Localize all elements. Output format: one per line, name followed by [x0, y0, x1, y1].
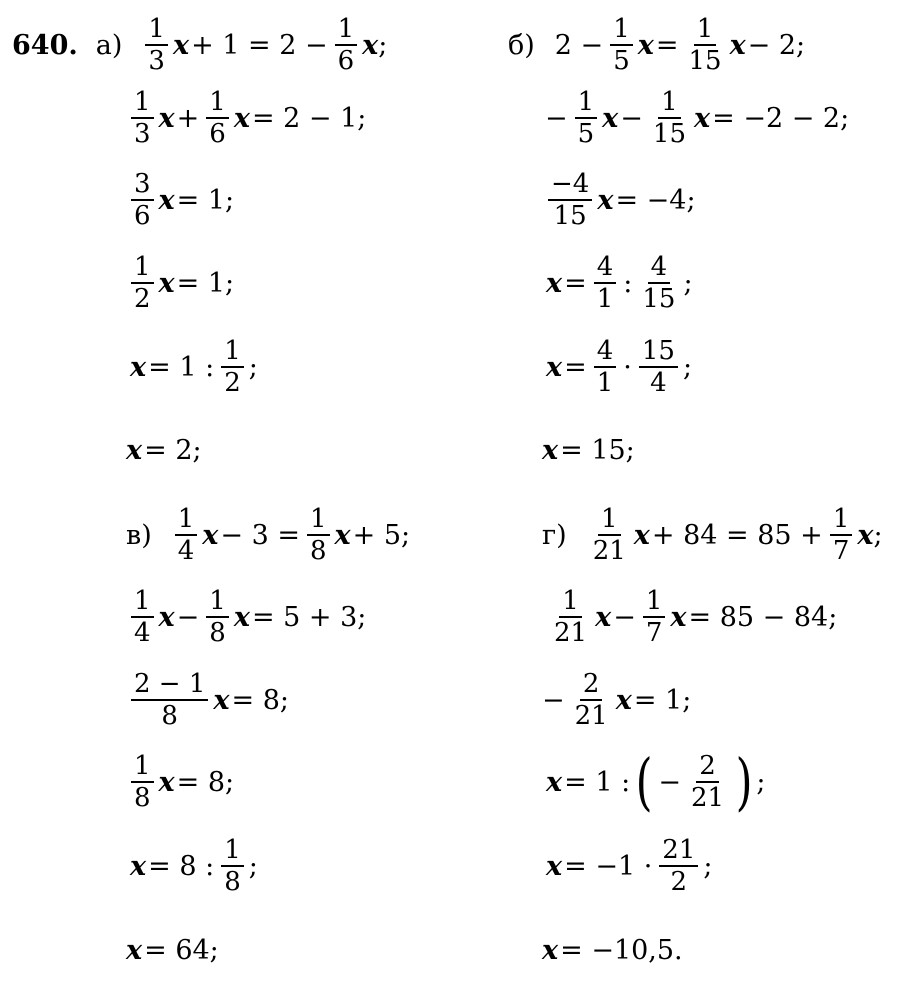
- part-v-line-3: [126, 670, 291, 730]
- fraction: [688, 753, 727, 811]
- math-text: 6: [209, 119, 226, 149]
- part-b-line-3: [543, 170, 698, 230]
- fraction: [221, 338, 244, 396]
- part-g-line-4: [546, 745, 766, 818]
- variable-x: x: [542, 934, 559, 966]
- math-text: 15: [688, 46, 722, 76]
- part-b-line-2: [543, 88, 851, 148]
- part-a-line-3: [126, 170, 236, 230]
- math-text: − 2;: [747, 29, 806, 61]
- math-text: 2: [580, 671, 603, 701]
- math-text: 4: [594, 254, 617, 284]
- variable-x: x: [615, 684, 632, 716]
- math-text: −4: [548, 171, 592, 201]
- math-text: 4: [594, 338, 617, 368]
- math-text: 1: [694, 16, 717, 46]
- part-b-line-5: [546, 337, 692, 397]
- variable-x: x: [233, 102, 250, 134]
- fraction: [131, 171, 154, 229]
- math-text: = 8;: [231, 684, 289, 716]
- math-text: +: [176, 102, 200, 134]
- math-text: ;: [248, 850, 258, 882]
- fraction: [131, 588, 154, 646]
- math-text: 15: [639, 338, 678, 368]
- math-text: 1: [596, 368, 614, 398]
- variable-x: x: [729, 29, 746, 61]
- part-v-line-4: [126, 752, 236, 812]
- math-text: 1: [175, 506, 198, 536]
- fraction: [643, 588, 666, 646]
- math-text: = 2;: [144, 434, 202, 466]
- math-text: 2: [670, 867, 688, 897]
- math-text: 1: [145, 16, 168, 46]
- math-text: ;: [703, 850, 713, 882]
- fraction: [206, 89, 229, 147]
- math-text: :: [623, 267, 633, 299]
- variable-x: x: [602, 102, 619, 134]
- math-text: −: [545, 102, 568, 134]
- math-text: = −4;: [615, 184, 696, 216]
- math-text: = 1;: [176, 267, 235, 299]
- math-text: 2: [224, 368, 241, 398]
- variable-x: x: [334, 519, 351, 551]
- math-text: ;: [378, 29, 388, 61]
- math-text: 7: [645, 618, 663, 648]
- math-text: 4: [648, 254, 671, 284]
- fraction: [575, 89, 598, 147]
- math-text: = 85 − 84;: [688, 601, 838, 633]
- part-a-label: а): [95, 29, 123, 61]
- part-b-line-1: [508, 15, 807, 75]
- math-text: = 8 :: [148, 850, 215, 882]
- math-text: 15: [642, 284, 676, 314]
- part-v-line-2: [126, 587, 368, 647]
- math-text: = 5 + 3;: [251, 601, 367, 633]
- variable-x: x: [202, 519, 219, 551]
- variable-x: x: [126, 934, 143, 966]
- math-text: −: [613, 601, 636, 633]
- math-text: = 64;: [144, 934, 219, 966]
- fraction: [175, 506, 198, 564]
- math-text: 3: [131, 171, 154, 201]
- math-text: + 1 = 2 −: [191, 29, 328, 61]
- fraction: [206, 588, 229, 646]
- math-text: + 5;: [352, 519, 411, 551]
- math-text: 8: [224, 867, 241, 897]
- math-text: 5: [613, 46, 630, 76]
- part-g-label: г): [542, 519, 567, 551]
- math-text: = 8;: [176, 766, 235, 798]
- variable-x: x: [158, 766, 175, 798]
- math-text: 21: [574, 701, 608, 731]
- math-text: 1: [131, 89, 154, 119]
- math-text: 8: [309, 536, 327, 566]
- math-text: − 3 =: [220, 519, 300, 551]
- variable-x: x: [595, 601, 612, 633]
- math-text: 1: [307, 506, 330, 536]
- math-text: = 15;: [560, 434, 635, 466]
- math-text: = 1;: [176, 184, 235, 216]
- variable-x: x: [158, 267, 175, 299]
- math-text: 3: [148, 46, 165, 76]
- variable-x: x: [546, 850, 563, 882]
- part-v-line-5: [130, 836, 258, 896]
- math-text: 1: [643, 588, 666, 618]
- part-g-line-2: [546, 587, 839, 647]
- part-b-label: б): [508, 29, 535, 61]
- variable-x: x: [637, 29, 654, 61]
- fraction: [307, 506, 330, 564]
- math-text: ;: [683, 267, 693, 299]
- part-a-line-1: [12, 15, 387, 75]
- fraction: [145, 16, 168, 74]
- variable-x: x: [172, 29, 190, 61]
- math-text: 7: [832, 536, 850, 566]
- math-text: 1: [610, 16, 633, 46]
- variable-x: x: [213, 684, 230, 716]
- fraction: [572, 671, 611, 729]
- fraction: [551, 588, 590, 646]
- part-a-line-2: [126, 88, 368, 148]
- math-text: 4: [177, 536, 195, 566]
- part-g-line-5: [546, 836, 712, 896]
- part-g-line-6: [542, 920, 685, 980]
- math-text: 1: [206, 588, 229, 618]
- fraction: [594, 338, 617, 396]
- part-a-line-5: [130, 337, 258, 397]
- part-v-label: в): [126, 519, 152, 551]
- math-text: = 1 :: [564, 766, 631, 798]
- variable-x: x: [546, 766, 563, 798]
- math-text: 1: [596, 284, 614, 314]
- math-text: 1: [830, 506, 853, 536]
- variable-x: x: [130, 351, 147, 383]
- math-text: 4: [650, 368, 667, 398]
- part-a-line-4: [126, 253, 236, 313]
- math-text: + 84 = 85 +: [651, 519, 823, 551]
- variable-x: x: [130, 850, 147, 882]
- part-b-line-6: [542, 420, 637, 480]
- fraction: [639, 254, 678, 312]
- math-text: 1: [559, 588, 582, 618]
- math-text: =: [564, 351, 587, 383]
- math-text: 1: [131, 254, 154, 284]
- math-text: 6: [134, 201, 151, 231]
- math-text: ;: [248, 351, 258, 383]
- math-text: 1: [575, 89, 598, 119]
- variable-x: x: [546, 351, 563, 383]
- math-text: = −2 − 2;: [712, 102, 850, 134]
- variable-x: x: [670, 601, 687, 633]
- part-g-line-3: [540, 670, 693, 730]
- variable-x: x: [362, 29, 379, 61]
- variable-x: x: [542, 434, 559, 466]
- math-text: =: [564, 267, 587, 299]
- math-text: 21: [554, 618, 588, 648]
- math-text: ;: [682, 351, 693, 383]
- math-text: 2 − 1: [131, 671, 208, 701]
- math-text: 1: [131, 753, 154, 783]
- math-text: 1: [658, 89, 681, 119]
- math-text: 2: [696, 753, 719, 783]
- math-text: −: [658, 766, 682, 798]
- math-text: −: [176, 601, 200, 633]
- math-text: = 1;: [633, 684, 692, 716]
- math-text: ;: [873, 519, 883, 551]
- math-text: 1: [598, 506, 621, 536]
- math-text: 4: [134, 618, 151, 648]
- fraction: [610, 16, 633, 74]
- fraction: [590, 506, 629, 564]
- right-paren: ): [735, 745, 753, 818]
- variable-x: x: [633, 519, 650, 551]
- fraction: [131, 671, 208, 729]
- math-text: 15: [652, 119, 686, 149]
- part-v-line-1: [126, 505, 412, 565]
- part-g-line-1: [542, 505, 883, 565]
- math-text: −: [542, 684, 565, 716]
- math-text: 8: [134, 783, 151, 813]
- part-a-line-6: [126, 420, 204, 480]
- fraction: [639, 338, 678, 396]
- fraction: [650, 89, 689, 147]
- math-text: 1: [221, 837, 244, 867]
- math-text: =: [655, 29, 679, 61]
- math-text: 1: [131, 588, 154, 618]
- math-text: = −1 ·: [564, 850, 653, 882]
- math-text: 5: [577, 119, 595, 149]
- math-text: 21: [691, 783, 725, 813]
- math-text: 8: [161, 701, 178, 731]
- math-text: −: [620, 102, 643, 134]
- math-text: 2: [134, 284, 151, 314]
- variable-x: x: [158, 102, 175, 134]
- fraction: [131, 254, 154, 312]
- variable-x: x: [546, 267, 563, 299]
- fraction: [335, 16, 358, 74]
- math-text: ·: [623, 351, 632, 383]
- math-text: 3: [134, 119, 151, 149]
- fraction: [685, 16, 724, 74]
- part-b-line-4: [546, 253, 693, 313]
- variable-x: x: [126, 434, 143, 466]
- variable-x: x: [158, 184, 175, 216]
- variable-x: x: [857, 519, 874, 551]
- part-v-line-6: [126, 920, 221, 980]
- math-text: = −10,5.: [560, 934, 683, 966]
- variable-x: x: [233, 601, 250, 633]
- variable-x: x: [694, 102, 711, 134]
- fraction: [594, 254, 617, 312]
- math-text: 2 −: [554, 29, 604, 61]
- fraction: [548, 171, 592, 229]
- math-text: 8: [209, 618, 226, 648]
- math-text: 21: [592, 536, 626, 566]
- left-paren: (: [635, 745, 653, 818]
- math-text: 1: [221, 338, 244, 368]
- variable-x: x: [158, 601, 175, 633]
- math-text: 1: [206, 89, 229, 119]
- math-text: 15: [553, 201, 587, 231]
- problem-number: 640.: [12, 29, 78, 61]
- math-text: 1: [335, 16, 358, 46]
- math-text: 6: [337, 46, 355, 76]
- fraction: [221, 837, 244, 895]
- fraction: [131, 89, 154, 147]
- math-text: = 1 :: [148, 351, 215, 383]
- math-text: ;: [756, 766, 766, 798]
- fraction: [131, 753, 154, 811]
- variable-x: x: [597, 184, 614, 216]
- fraction: [659, 837, 698, 895]
- math-text: = 2 − 1;: [251, 102, 367, 134]
- fraction: [830, 506, 853, 564]
- math-text: 21: [659, 837, 698, 867]
